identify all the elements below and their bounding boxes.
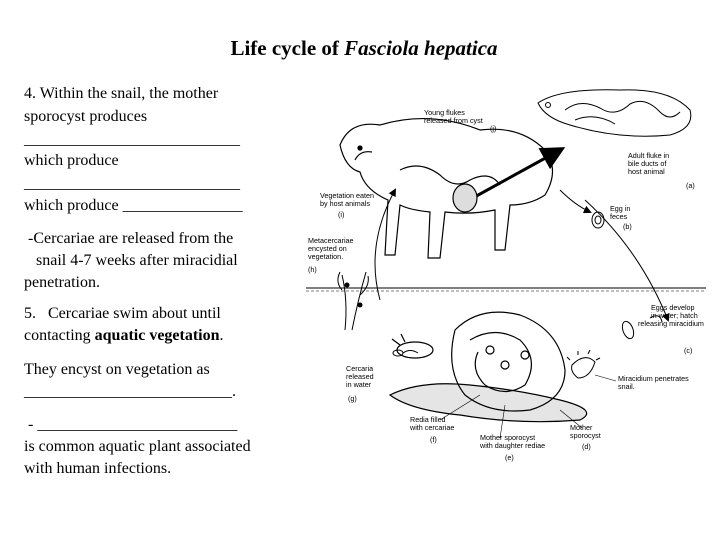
label-young-flukes: released from cyst xyxy=(424,116,483,125)
label-egg: Egg in xyxy=(610,204,631,213)
answer-blank: ___________________________ xyxy=(24,175,240,192)
adult-fluke xyxy=(538,90,691,136)
label-young-flukes-tag: (j) xyxy=(490,124,497,133)
label-redia: with cercariae xyxy=(410,423,455,432)
label-metacercariae: vegetation. xyxy=(308,252,344,261)
label-metacercariae: Metacercariae xyxy=(308,236,354,245)
label-cercaria-tag: (g) xyxy=(348,394,357,403)
text-line: penetration. xyxy=(24,274,100,291)
label-redia: Redia filled xyxy=(410,415,446,424)
label-adult-fluke: Adult fluke in xyxy=(628,151,670,160)
egg-in-feces xyxy=(592,212,604,228)
page-title: Life cycle of Fasciola hepatica xyxy=(230,36,498,60)
answer-blank: ___________________________ xyxy=(24,131,240,148)
species-name: Fasciola hepatica xyxy=(344,36,498,60)
text-line: which produce xyxy=(24,152,119,169)
label-vegetation-eaten: by host animals xyxy=(320,199,370,208)
text-line: snail 4-7 weeks after miracidial xyxy=(24,252,238,269)
text-line: is common aquatic plant associated xyxy=(24,438,251,455)
label-metacercariae: encysted on xyxy=(308,244,347,253)
text-line: with human infections. xyxy=(24,460,172,477)
label-mother-sporocyst: sporocyst xyxy=(570,431,601,440)
bold-term: aquatic vegetation xyxy=(94,327,220,344)
label-adult-fluke-tag: (a) xyxy=(686,181,695,190)
text-line: They encyst on vegetation as xyxy=(24,361,210,378)
label-mother-sporocyst-daughter: with daughter rediae xyxy=(480,441,546,450)
label-egg-tag: (b) xyxy=(623,222,632,231)
aquatic-plant xyxy=(338,272,368,330)
text-line: 4. Within the snail, the mother xyxy=(24,85,219,102)
text-line: contacting aquatic vegetation. xyxy=(24,327,224,344)
label-eggs-develop: Eggs develop xyxy=(651,303,695,312)
label-cercaria: Cercaria xyxy=(346,364,374,373)
sheep-host xyxy=(340,119,553,258)
text-line: 5. Cercariae swim about until xyxy=(24,305,221,322)
label-adult-fluke: bile ducts of xyxy=(628,159,667,168)
text-line: which produce _______________ xyxy=(24,197,243,214)
label-miracidium: snail. xyxy=(618,382,635,391)
label-young-flukes: Young flukes xyxy=(424,108,465,117)
label-cercaria: released xyxy=(346,372,374,381)
label-egg: feces xyxy=(610,212,628,221)
text-line: -Cercariae are released from the xyxy=(24,230,234,247)
label-eggs-develop: releasing miracidium xyxy=(638,319,704,328)
label-cercaria: in water xyxy=(346,380,372,389)
label-redia-tag: (f) xyxy=(430,435,437,444)
label-mother-sporocyst-daughter: Mother sporocyst xyxy=(480,433,536,442)
label-mother-sporocyst-daughter-tag: (e) xyxy=(505,453,514,462)
label-vegetation-eaten-tag: (i) xyxy=(338,210,345,219)
label-vegetation-eaten: Vegetation eaten xyxy=(320,191,374,200)
label-eggs-develop-tag: (c) xyxy=(684,346,693,355)
answer-blank: - _________________________ xyxy=(24,416,238,433)
label-mother-sporocyst-tag: (d) xyxy=(582,442,591,451)
answer-blank: __________________________. xyxy=(24,383,236,400)
label-mother-sporocyst: Mother xyxy=(570,423,593,432)
label-adult-fluke: host animal xyxy=(628,167,665,176)
snail-host xyxy=(390,312,587,422)
label-miracidium: Miracidium penetrates xyxy=(618,374,689,383)
text-line: sporocyst produces xyxy=(24,108,148,125)
label-metacercariae-tag: (h) xyxy=(308,265,317,274)
label-eggs-develop: in water; hatch xyxy=(651,311,698,320)
